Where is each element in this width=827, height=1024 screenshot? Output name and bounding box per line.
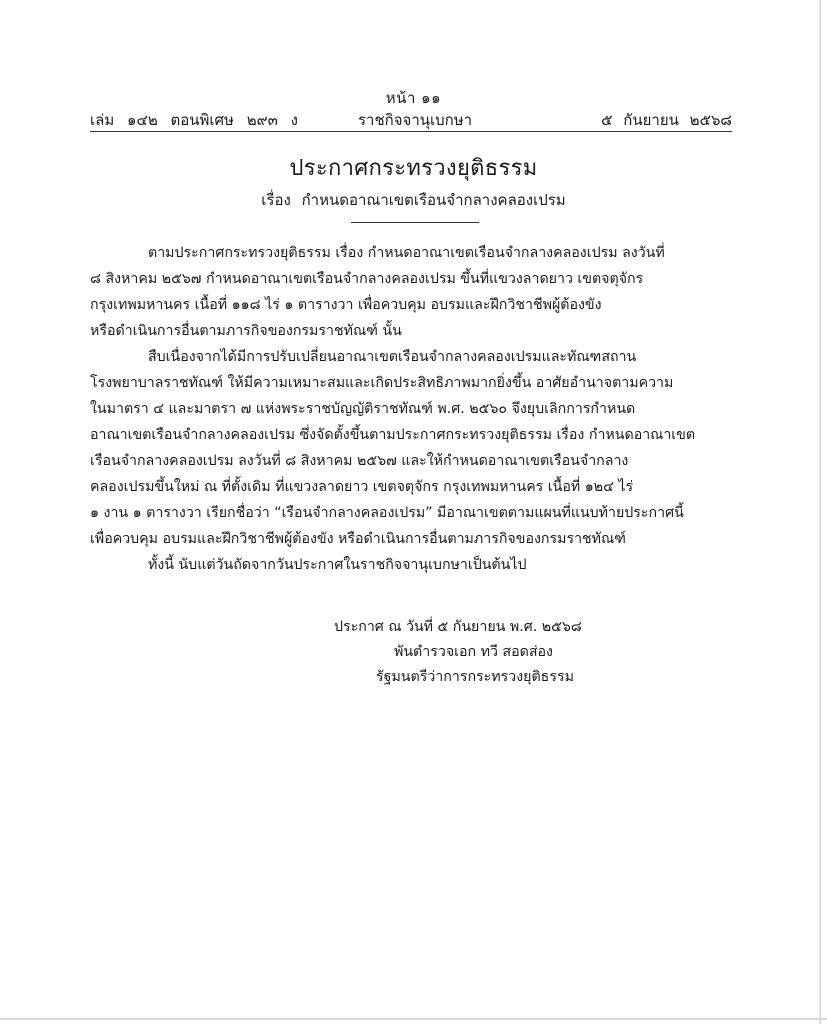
paragraph-line: อาณาเขตเรือนจำกลางคลองเปรม ซึ่งจัดตั้งขึ้นตามประกาศกระทรวงยุติธรรม เรื่อง กำหนดอาณาเขต xyxy=(90,427,696,443)
publication-name: ราชกิจจานุเบกษา xyxy=(358,111,473,129)
paragraph-line: ๑ งาน ๑ ตารางวา เรียกชื่อว่า “เรือนจำกลางคลองเปรม” มีอาณาเขตตามแผนที่แนบท้ายประกาศนี้ xyxy=(90,505,684,521)
paragraph-line: เรือนจำกลางคลองเปรม ลงวันที่ ๘ สิงหาคม ๒๕๖๗ และให้กำหนดอาณาเขตเรือนจำกลาง xyxy=(90,453,629,469)
paragraph-3 xyxy=(90,552,736,578)
paragraph-line: กรุงเทพมหานคร เนื้อที่ ๑๑๘ ไร่ ๑ ตารางวา เพื่อควบคุม อบรมและฝึกวิชาชีพผู้ต้องขัง xyxy=(90,297,602,313)
paragraph-line: ๘ สิงหาคม ๒๕๖๗ กำหนดอาณาเขตเรือนจำกลางคลองเปรม ขึ้นที่แขวงลาดยาว เขตจตุจักร xyxy=(90,271,644,287)
title-divider xyxy=(351,222,479,223)
paragraph-line: คลองเปรมขึ้นใหม่ ณ ที่ตั้งเดิม ที่แขวงลาดยาว เขตจตุจักร กรุงเทพมหานคร เนื้อที่ ๑๒๔ ไร่ xyxy=(90,479,634,495)
document-title: ประกาศกระทรวงยุติธรรม xyxy=(289,156,538,181)
paragraph-line: หรือดำเนินการอื่นตามภารกิจของกรมราชทัณฑ์ นั้น xyxy=(90,323,402,339)
paragraph-line: ตามประกาศกระทรวงยุติธรรม เรื่อง กำหนดอาณาเขตเรือนจำกลางคลองเปรม ลงวันที่ xyxy=(148,245,665,261)
paragraph-line: ทั้งนี้ นับแต่วันถัดจากวันประกาศในราชกิจจานุเบกษาเป็นต้นไป xyxy=(148,557,527,573)
volume-info: เล่ม ๑๔๒ ตอนพิเศษ ๒๙๓ ง xyxy=(90,111,298,129)
paragraph-line: โรงพยาบาลราชทัณฑ์ ให้มีความเหมาะสมและเกิดประสิทธิภาพมากยิ่งขึ้น อาศัยอำนาจตามความ xyxy=(90,375,674,391)
page-edge-bottom xyxy=(0,1018,827,1020)
page-number: หน้า ๑๑ xyxy=(385,89,442,107)
paragraph-line: ในมาตรา ๔ และมาตรา ๗ แห่งพระราชบัญญัติราชทัณฑ์ พ.ศ. ๒๕๖๐ จึงยุบเลิกการกำหนด xyxy=(90,401,636,417)
publication-date: ๕ กันยายน ๒๕๖๘ xyxy=(601,111,732,129)
signer-name: พันตำรวจเอก ทวี สอดส่อง xyxy=(394,644,553,660)
document-subject: เรื่อง กำหนดอาณาเขตเรือนจำกลางคลองเปรม xyxy=(261,191,566,209)
paragraph-line: สืบเนื่องจากได้มีการปรับเปลี่ยนอาณาเขตเรือนจำกลางคลองเปรมและทัณฑสถาน xyxy=(148,349,637,365)
gazette-header xyxy=(90,108,732,130)
paragraph-line: เพื่อควบคุม อบรมและฝึกวิชาชีพผู้ต้องขัง หรือดำเนินการอื่นตามภารกิจของกรมราชทัณฑ์ xyxy=(90,531,626,547)
signer-position: รัฐมนตรีว่าการกระทรวงยุติธรรม xyxy=(376,669,574,685)
document-body xyxy=(90,240,736,578)
paragraph-1 xyxy=(90,240,736,344)
paragraph-2 xyxy=(90,344,736,552)
signature-block xyxy=(334,615,582,690)
announcement-date: ประกาศ ณ วันที่ ๕ กันยายน พ.ศ. ๒๕๖๘ xyxy=(334,619,582,635)
header-divider xyxy=(90,131,732,132)
